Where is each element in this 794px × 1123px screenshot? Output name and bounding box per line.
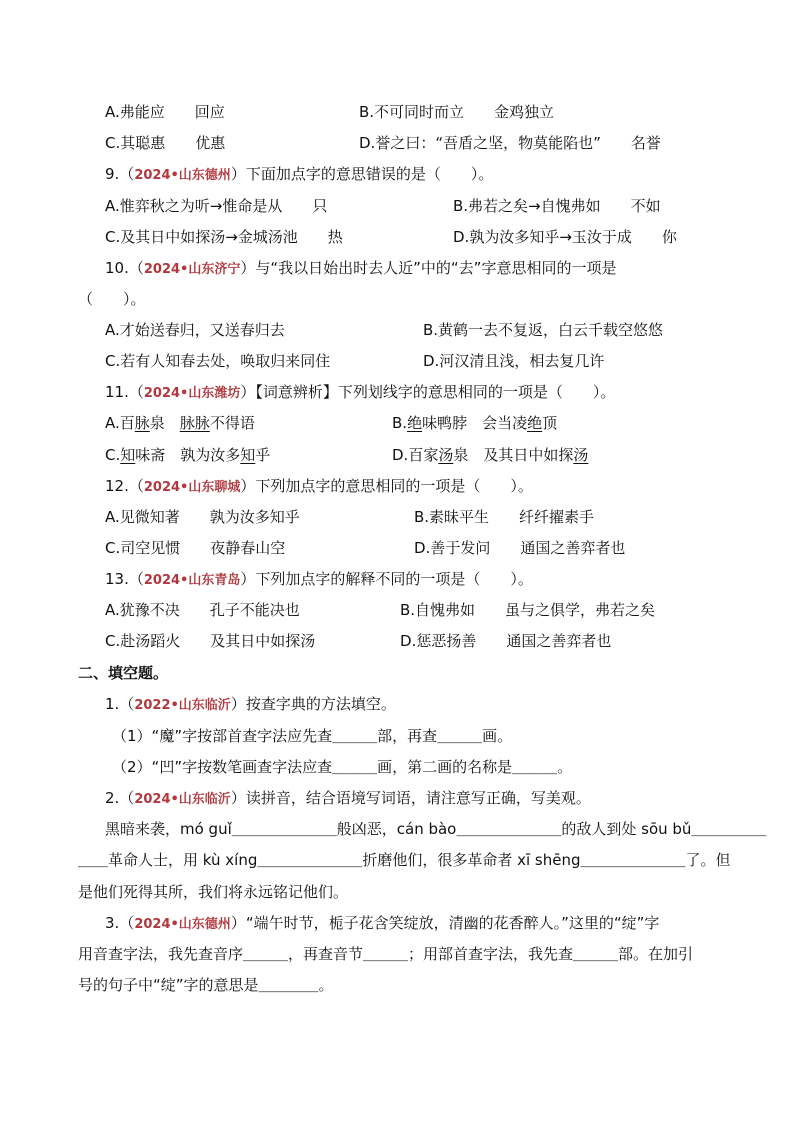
q9-source: 2024•山东德州 — [134, 168, 231, 183]
q11-options-row-1 — [0, 411, 794, 435]
section-heading: 二、填空题。 — [78, 664, 169, 682]
q12-option-d: D.善于发问 通国之善弈者也 — [414, 539, 626, 557]
q8-option-d: D.誉之曰：“吾盾之坚，物莫能陷也” 名誉 — [359, 134, 661, 152]
q10-options-row-2 — [0, 349, 794, 373]
q9-options-row-2 — [0, 225, 794, 249]
fill3-source: 2024•山东德州 — [134, 917, 231, 932]
q12-source: 2024•山东聊城 — [143, 480, 241, 495]
q13-option-a: A.犹豫不决 孔子不能决也 — [105, 601, 300, 619]
q10-stem-continued: （ ）。 — [78, 290, 146, 308]
fill3-line-3: 号的句子中“绽”字的意思是＿＿＿＿。 — [78, 976, 334, 994]
q10-stem: 10.（2024•山东济宁）与“我以日始出时去人近”中的“去”字意思相同的一项是 — [105, 259, 617, 277]
q10-source: 2024•山东济宁 — [143, 262, 241, 277]
q11-options-row-2 — [0, 443, 794, 467]
q13-stem: 13.（2024•山东青岛）下列加点字的解释不同的一项是（ ）。 — [105, 570, 533, 588]
q11-option-b: B.绝味鸭脖 会当凌绝顶 — [392, 414, 558, 432]
q11-source: 2024•山东潍坊 — [143, 386, 241, 401]
q11-option-d: D.百家汤泉 及其日中如探汤 — [392, 446, 589, 464]
q8-options-row-1 — [0, 100, 794, 124]
q9-option-c: C.及其日中如探汤→金城汤池 热 — [105, 228, 343, 246]
q8-option-c: C.其聪惠 优惠 — [105, 134, 226, 152]
q12-options-row-1 — [0, 505, 794, 529]
fill1-source: 2022•山东临沂 — [134, 698, 231, 713]
q8-option-b: B.不可同时而立 金鸡独立 — [359, 103, 555, 121]
q11-stem: 11.（2024•山东潍坊）【词意辨析】下列划线字的意思相同的一项是（ ）。 — [105, 383, 616, 401]
fill1-stem: 1.（2022•山东临沂）按查字典的方法填空。 — [105, 695, 396, 713]
fill2-source: 2024•山东临沂 — [134, 792, 231, 807]
q13-source: 2024•山东青岛 — [143, 573, 241, 588]
q10-option-c: C.若有人知春去处，唤取归来同住 — [105, 352, 331, 370]
q13-option-d: D.惩恶扬善 通国之善弈者也 — [400, 632, 612, 650]
q13-options-row-1 — [0, 598, 794, 622]
q9-option-a: A.惟弈秋之为听→惟命是从 只 — [105, 197, 328, 215]
q9-option-b: B.弗若之矣→自愧弗如 不如 — [453, 197, 661, 215]
q10-option-d: D.河汉清且浅，相去复几许 — [423, 352, 605, 370]
fill1-subquestion-2: （2）“凹”字按数笔画查字法应查＿＿＿画，第二画的名称是＿＿＿。 — [112, 758, 573, 776]
q10-option-a: A.才始送春归，又送春归去 — [105, 321, 285, 339]
q13-option-b: B.自愧弗如 虽与之俱学，弗若之矣 — [400, 601, 656, 619]
q9-stem: 9.（2024•山东德州）下面加点字的意思错误的是（ ）。 — [105, 165, 494, 183]
q9-options-row-1 — [0, 194, 794, 218]
q13-options-row-2 — [0, 629, 794, 653]
q12-options-row-2 — [0, 536, 794, 560]
q12-option-c: C.司空见惯 夜静春山空 — [105, 539, 286, 557]
fill3-stem: 3.（2024•山东德州）“端午时节，栀子花含笑绽放，清幽的花香醉人。”这里的“绽”字 — [105, 914, 660, 932]
q11-option-a: A.百脉泉 脉脉不得语 — [105, 414, 255, 432]
q8-options-row-2 — [0, 131, 794, 155]
q12-option-a: A.见微知著 孰为汝多知乎 — [105, 508, 300, 526]
q10-options-row-1 — [0, 318, 794, 342]
q9-option-d: D.孰为汝多知乎→玉汝于成 你 — [453, 228, 677, 246]
q11-option-c: C.知味斋 孰为汝多知乎 — [105, 446, 271, 464]
fill2-line-2: ＿＿革命人士，用 kù xíng＿＿＿＿＿＿＿折磨他们，很多革命者 xī shēng＿＿＿＿＿＿＿了。但 — [78, 851, 731, 869]
q13-option-c: C.赴汤蹈火 及其日中如探汤 — [105, 632, 316, 650]
fill2-stem: 2.（2024•山东临沂）读拼音，结合语境写词语，请注意写正确，写美观。 — [105, 789, 591, 807]
q12-option-b: B.素昧平生 纤纤擢素手 — [414, 508, 595, 526]
fill2-line-1: 黑暗来袭，mó guǐ＿＿＿＿＿＿＿般凶恶，cán bào＿＿＿＿＿＿＿的敌人到处 sōu bǔ＿＿＿＿＿ — [105, 820, 767, 838]
fill1-subquestion-1: （1）“魔”字按部首查字法应先查＿＿＿部，再查＿＿＿画。 — [112, 727, 513, 745]
q8-option-a: A.弗能应 回应 — [105, 103, 225, 121]
q12-stem: 12.（2024•山东聊城）下列加点字的意思相同的一项是（ ）。 — [105, 477, 533, 495]
q10-option-b: B.黄鹤一去不复返，白云千载空悠悠 — [423, 321, 664, 339]
fill3-line-2: 用音查字法，我先查音序＿＿＿，再查音节＿＿＿；用部首查字法，我先查＿＿＿部。在加引 — [78, 945, 694, 963]
fill2-line-3: 是他们死得其所，我们将永远铭记他们。 — [78, 883, 349, 901]
